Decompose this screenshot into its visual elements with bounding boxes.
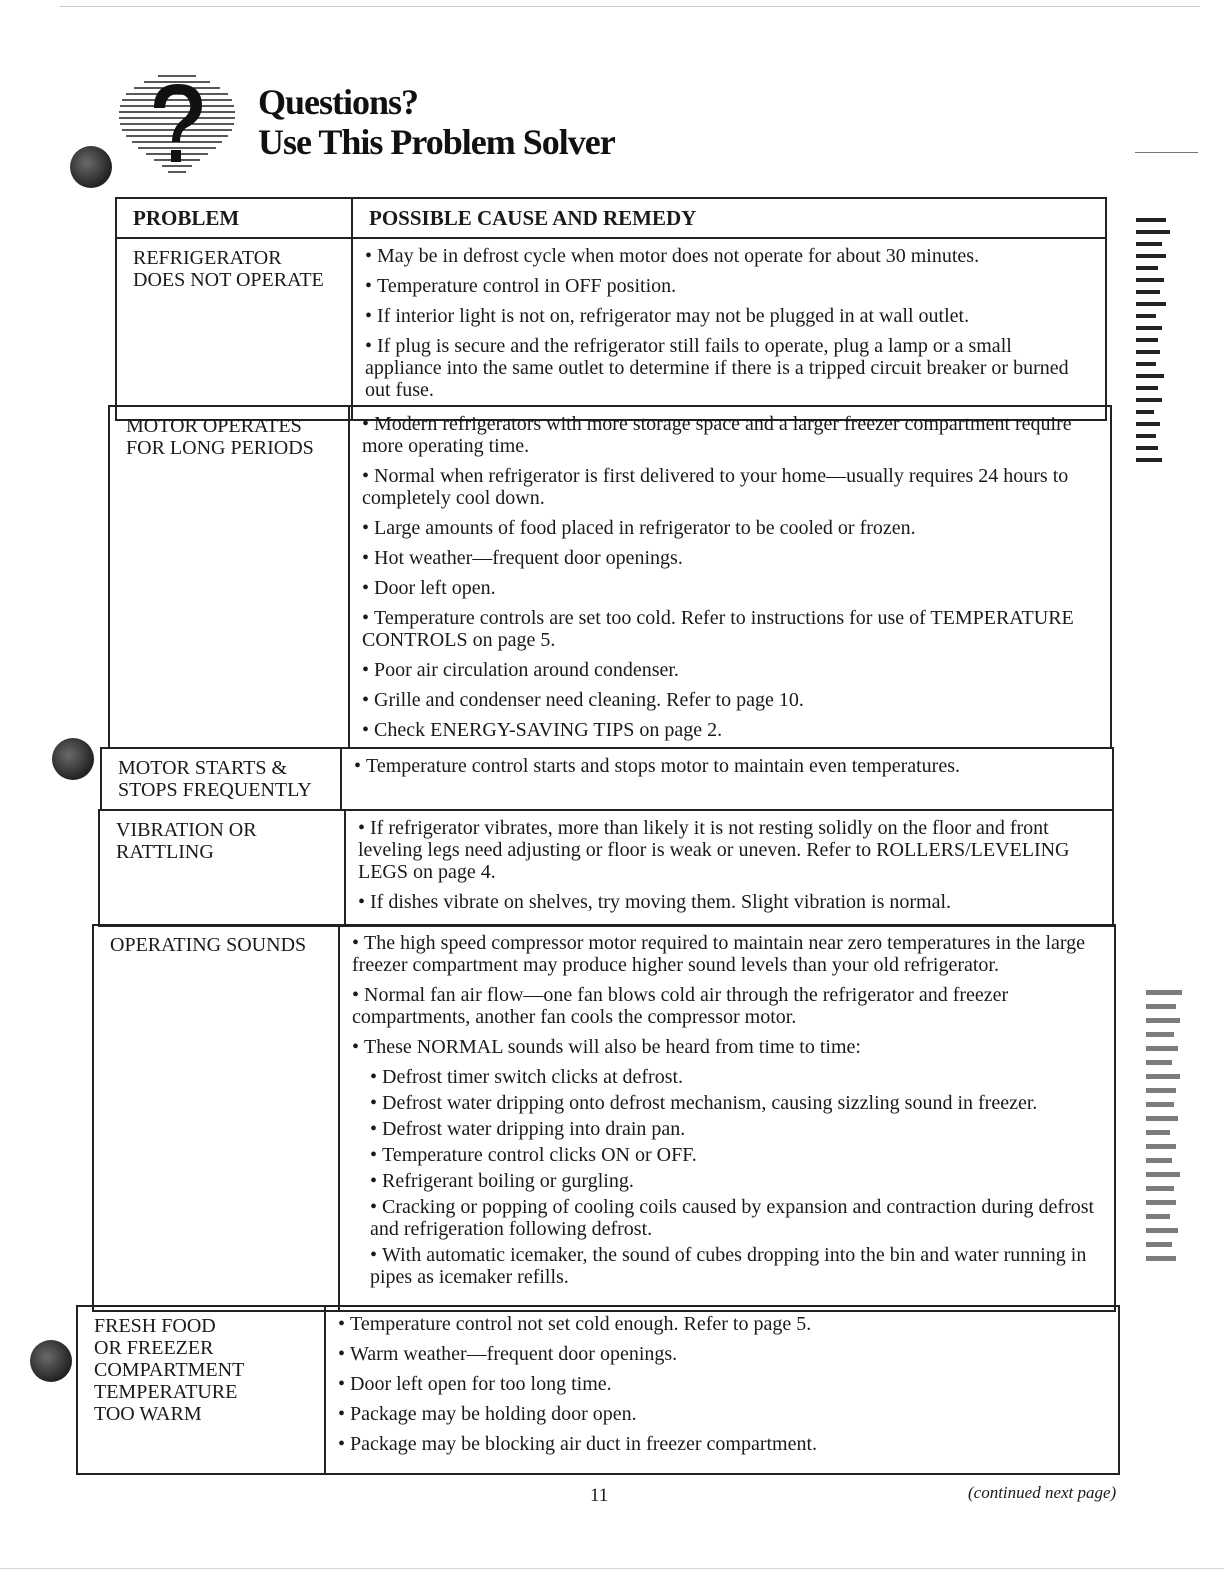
remedy-item: • Package may be blocking air duct in freezer compartment.	[338, 1433, 1106, 1455]
remedy-subitem: • Temperature control clicks ON or OFF.	[370, 1144, 1102, 1166]
problem-cell: FRESH FOOD OR FREEZER COMPARTMENT TEMPERATURE TOO WARM	[77, 1306, 325, 1474]
problem-cell: MOTOR OPERATES FOR LONG PERIODS	[109, 406, 349, 748]
remedy-subitem: • With automatic icemaker, the sound of cubes dropping into the bin and water running in pipes as icemaker refills.	[370, 1244, 1102, 1288]
problem-cell: OPERATING SOUNDS	[93, 925, 339, 1311]
remedy-item: • Door left open for too long time.	[338, 1373, 1106, 1395]
table-header-row	[116, 198, 1106, 238]
problem-solver-table-section-6	[76, 1305, 1120, 1475]
remedy-item: • The high speed compressor motor required to maintain near zero temperatures in the large freezer compartment may produce higher sound levels than your old refrigerator.	[352, 932, 1102, 976]
remedy-cell	[349, 406, 1111, 748]
remedy-item: • Normal when refrigerator is first delivered to your home—usually requires 24 hours to completely cool down.	[362, 465, 1098, 509]
remedy-subitem: • Cracking or popping of cooling coils caused by expansion and contraction during defrost and refrigeration following defrost.	[370, 1196, 1102, 1240]
remedy-cell	[339, 925, 1115, 1311]
remedy-subitem: • Defrost water dripping onto defrost mechanism, causing sizzling sound in freezer.	[370, 1092, 1102, 1114]
remedy-subitem: • Defrost water dripping into drain pan.	[370, 1118, 1102, 1140]
remedy-item: • If dishes vibrate on shelves, try moving them. Slight vibration is normal.	[358, 891, 1100, 913]
remedy-item: • Warm weather—frequent door openings.	[338, 1343, 1106, 1365]
remedy-cell	[325, 1306, 1119, 1474]
scan-margin-marks-lower	[1146, 990, 1190, 1270]
scan-edge-bottom	[0, 1568, 1224, 1569]
scan-margin-marks	[1136, 218, 1180, 470]
problem-solver-table-section-2	[108, 405, 1112, 749]
remedy-item: • Temperature control starts and stops motor to maintain even temperatures.	[354, 755, 1100, 777]
title-rule	[1135, 152, 1198, 153]
remedy-item: • Check ENERGY-SAVING TIPS on page 2.	[362, 719, 1098, 741]
remedy-item: • May be in defrost cycle when motor does not operate for about 30 minutes.	[365, 245, 1093, 267]
title-line-2: Use This Problem Solver	[258, 122, 615, 162]
page-number: 11	[590, 1485, 609, 1506]
remedy-item: • Large amounts of food placed in refrigerator to be cooled or frozen.	[362, 517, 1098, 539]
remedy-cell	[352, 238, 1106, 420]
problem-solver-table-section-3	[100, 747, 1114, 811]
table-row	[109, 406, 1111, 748]
problem-cell: REFRIGERATOR DOES NOT OPERATE	[116, 238, 352, 420]
page-title	[258, 82, 615, 162]
remedy-item: • These NORMAL sounds will also be heard from time to time:	[352, 1036, 1102, 1058]
remedy-subitem: • Defrost timer switch clicks at defrost.	[370, 1066, 1102, 1088]
table-row	[116, 238, 1106, 420]
remedy-item: • If plug is secure and the refrigerator still fails to operate, plug a lamp or a small appliance into the same outlet to determine if there is a tripped circuit breaker or burned out fuse.	[365, 335, 1093, 401]
continued-note: (continued next page)	[968, 1483, 1117, 1502]
binder-hole-icon	[30, 1340, 72, 1382]
binder-hole-icon	[52, 738, 94, 780]
remedy-item: • Normal fan air flow—one fan blows cold air through the refrigerator and freezer compartments, another fan cools the compressor motor.	[352, 984, 1102, 1028]
question-mark-icon	[118, 70, 236, 180]
problem-cell: VIBRATION OR RATTLING	[99, 810, 345, 926]
problem-solver-table-section-4	[98, 809, 1114, 927]
remedy-item: • Door left open.	[362, 577, 1098, 599]
remedy-item: • Package may be holding door open.	[338, 1403, 1106, 1425]
remedy-item: • Grille and condenser need cleaning. Refer to page 10.	[362, 689, 1098, 711]
remedy-item: • Temperature controls are set too cold. Refer to instructions for use of TEMPERATURE CONTROLS on page 5.	[362, 607, 1098, 651]
remedy-item: • Modern refrigerators with more storage space and a larger freezer compartment require more operating time.	[362, 413, 1098, 457]
header-remedy: POSSIBLE CAUSE AND REMEDY	[352, 198, 1106, 238]
problem-solver-table-section-5	[92, 924, 1116, 1312]
remedy-item: • Temperature control not set cold enough. Refer to page 5.	[338, 1313, 1106, 1335]
table-row	[101, 748, 1113, 810]
problem-solver-table	[115, 197, 1107, 421]
remedy-item: • If refrigerator vibrates, more than likely it is not resting solidly on the floor and front leveling legs need adjusting or floor is weak or uneven. Refer to ROLLERS/LEVELING LEGS on page 4.	[358, 817, 1100, 883]
remedy-item: • Temperature control in OFF position.	[365, 275, 1093, 297]
table-row	[77, 1306, 1119, 1474]
binder-hole-icon	[70, 146, 112, 188]
remedy-item: • Hot weather—frequent door openings.	[362, 547, 1098, 569]
title-line-1: Questions?	[258, 82, 419, 122]
scan-edge-top	[60, 6, 1200, 7]
table-row	[93, 925, 1115, 1311]
remedy-cell	[341, 748, 1113, 810]
remedy-item: • Poor air circulation around condenser.	[362, 659, 1098, 681]
header-problem: PROBLEM	[116, 198, 352, 238]
problem-cell: MOTOR STARTS & STOPS FREQUENTLY	[101, 748, 341, 810]
table-row	[99, 810, 1113, 926]
remedy-item: • If interior light is not on, refrigerator may not be plugged in at wall outlet.	[365, 305, 1093, 327]
remedy-subitem: • Refrigerant boiling or gurgling.	[370, 1170, 1102, 1192]
remedy-cell	[345, 810, 1113, 926]
